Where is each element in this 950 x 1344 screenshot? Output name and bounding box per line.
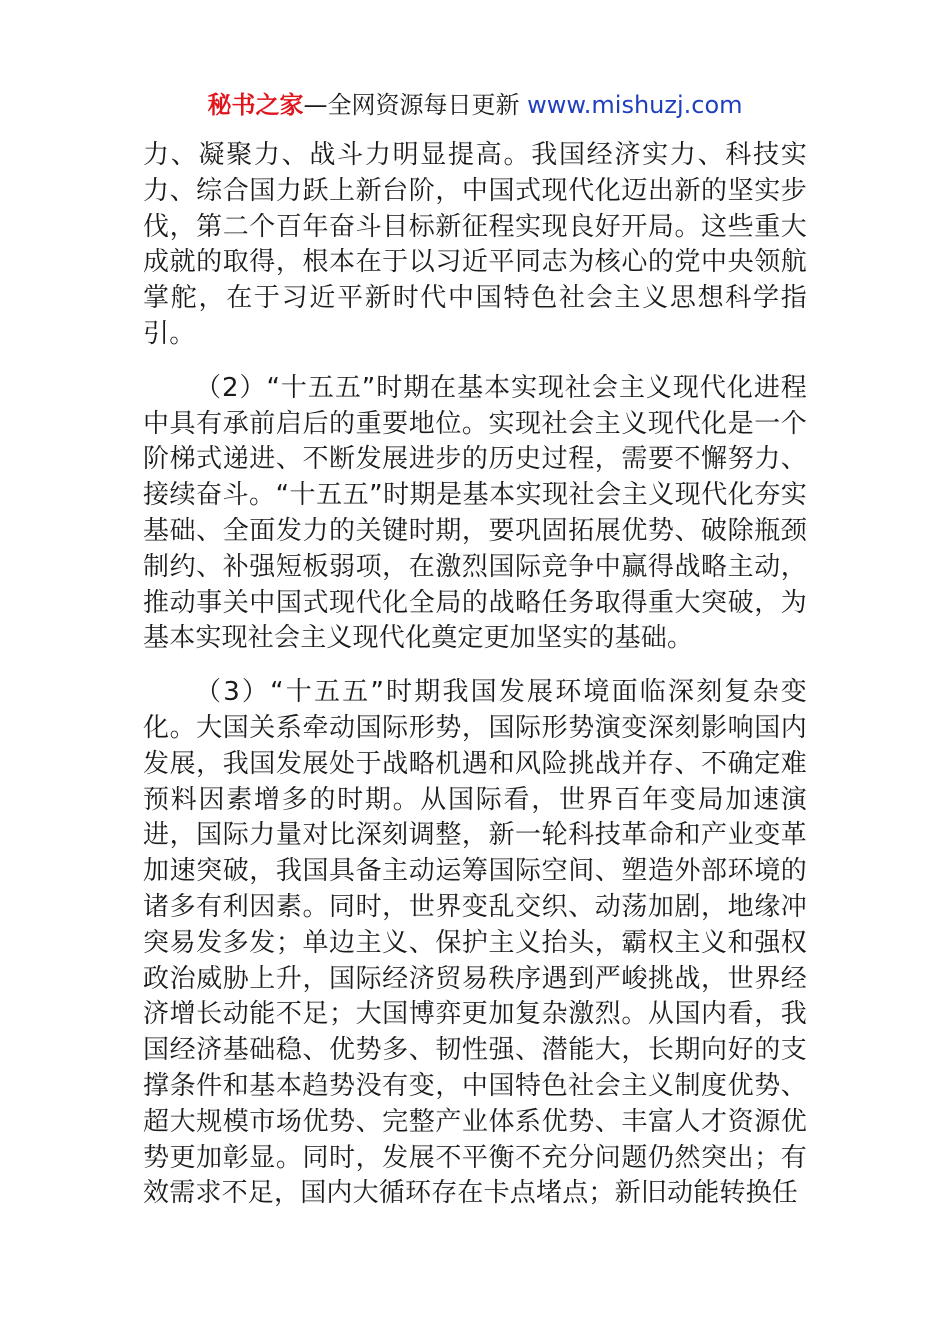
site-brand: 秘书之家: [207, 91, 304, 119]
site-header: [0, 88, 950, 122]
paragraph-continuation: 力、凝聚力、战斗力明显提高。我国经济实力、科技实力、综合国力跃上新台阶，中国式现代化迈出新的坚实步伐，第二个百年奋斗目标新征程实现良好开局。这些重大成就的取得，根本在于以习近平同志为核心的党中央领航掌舵，在于习近平新时代中国特色社会主义思想科学指引。: [143, 140, 807, 349]
document-body: [143, 138, 807, 1212]
paragraph-section-3: （3）“十五五”时期我国发展环境面临深刻复杂变化。大国关系牵动国际形势，国际形势演变深刻影响国内发展，我国发展处于战略机遇和风险挑战并存、不确定难预料因素增多的时期。从国际看，世界百年变局加速演进，国际力量对比深刻调整，新一轮科技革命和产业变革加速突破，我国具备主动运筹国际空间、塑造外部环境的诸多有利因素。同时，世界变乱交织、动荡加剧，地缘冲突易发多发；单边主义、保护主义抬头，霸权主义和强权政治威胁上升，国际经济贸易秩序遇到严峻挑战，世界经济增长动能不足；大国博弈更加复杂激烈。从国内看，我国经济基础稳、优势多、韧性强、潜能大，长期向好的支撑条件和基本趋势没有变，中国特色社会主义制度优势、超大规模市场优势、完整产业体系优势、丰富人才资源优势更加彰显。同时，发展不平衡不充分问题仍然突出；有效需求不足，国内大循环存在卡点堵点；新旧动能转换任: [143, 677, 807, 1209]
site-tagline: —全网资源每日更新: [303, 91, 520, 119]
site-url-link[interactable]: www.mishuzj.com: [527, 91, 743, 119]
paragraph-section-2: （2）“十五五”时期在基本实现社会主义现代化进程中具有承前启后的重要地位。实现社会主义现代化是一个阶梯式递进、不断发展进步的历史过程，需要不懈努力、接续奋斗。“十五五”时期是基本实现社会主义现代化夯实基础、全面发力的关键时期，要巩固拓展优势、破除瓶颈制约、补强短板弱项，在激烈国际竞争中赢得战略主动，推动事关中国式现代化全局的战略任务取得重大突破，为基本实现社会主义现代化奠定更加坚实的基础。: [143, 372, 807, 654]
